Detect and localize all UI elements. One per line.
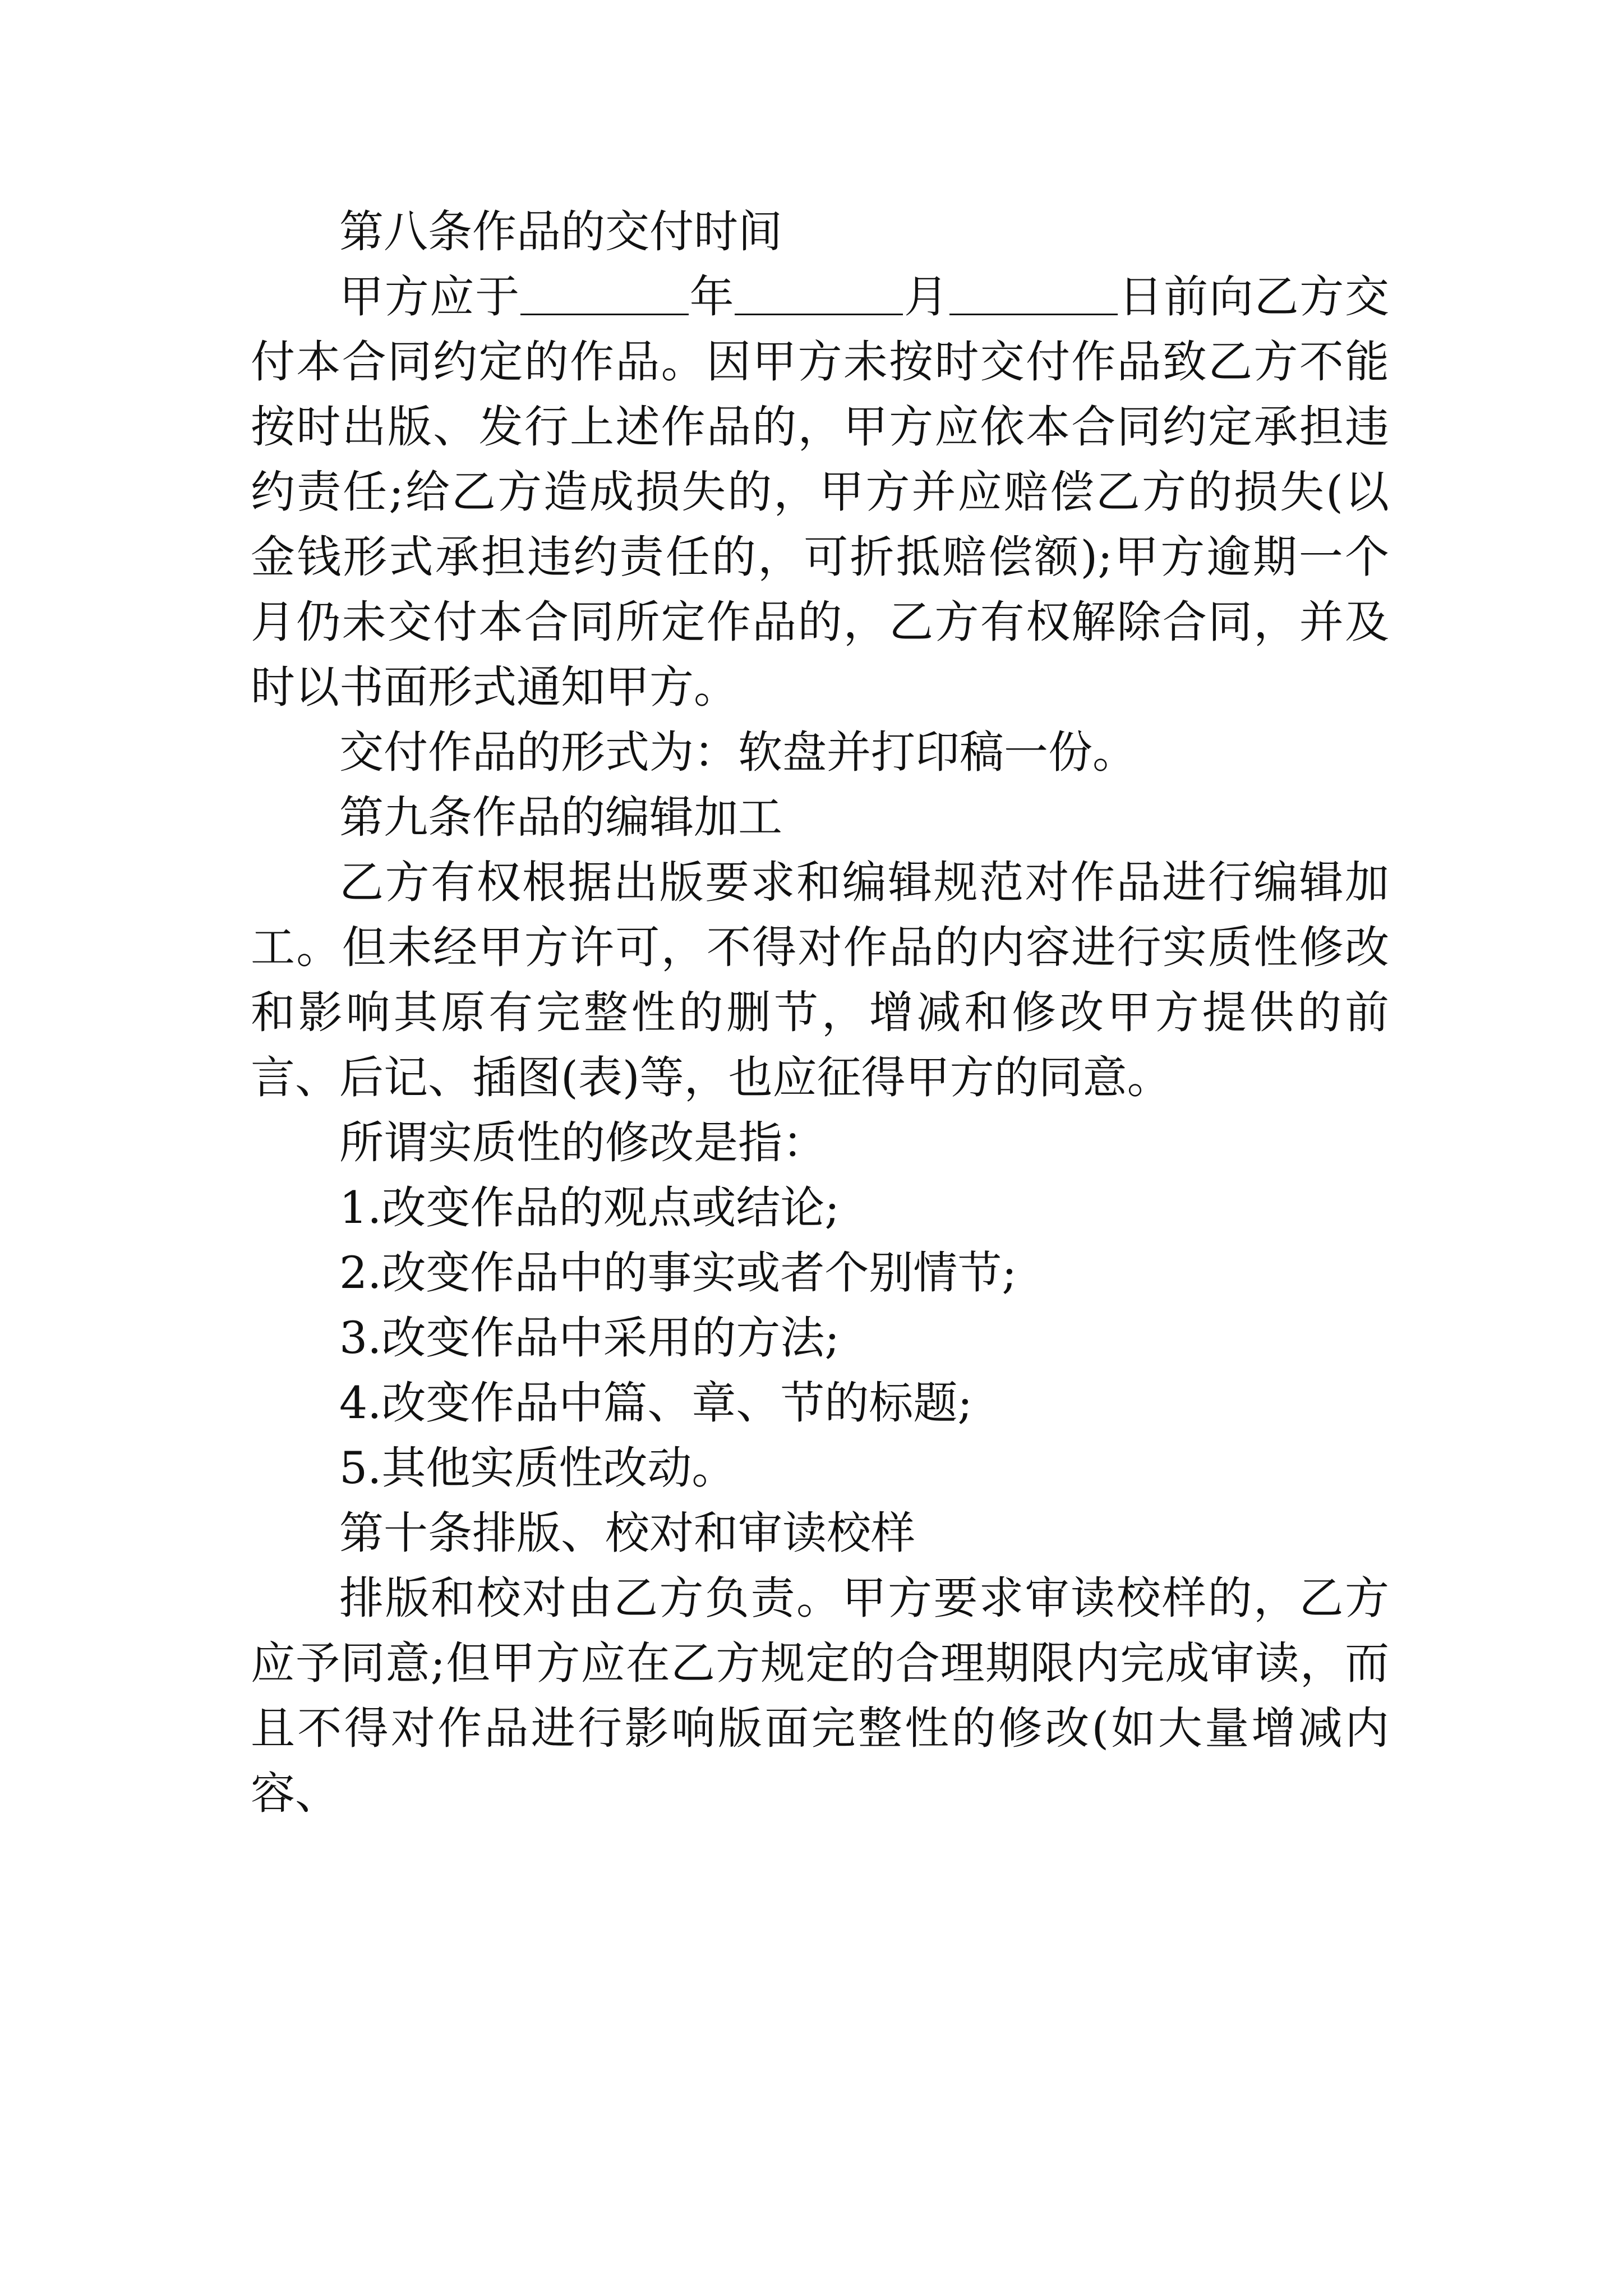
article-9-paragraph-2: 所谓实质性的修改是指：	[339, 1117, 827, 1168]
article-10-heading: 第十条排版、校对和审读校样	[339, 1507, 915, 1559]
month-blank	[735, 274, 903, 315]
article-9-heading: 第九条作品的编辑加工	[339, 792, 782, 843]
day-blank	[949, 274, 1118, 315]
paragraph-text: 年	[688, 271, 735, 323]
article-8-heading: 第八条作品的交付时间	[339, 206, 782, 257]
paragraph-text: 月	[903, 271, 949, 323]
list-item: 4.改变作品中篇、章、节的标题;	[339, 1377, 972, 1429]
article-9-paragraph-1: 乙方有权根据出版要求和编辑规范对作品进行编辑加工。但未经甲方许可，不得对作品的内容进行实质性修改和影响其原有完整性的删节，增减和修改甲方提供的前言、后记、插图(表)等，也应征得甲方的同意。	[251, 857, 1389, 1103]
article-8-paragraph-2: 交付作品的形式为：软盘并打印稿一份。	[339, 726, 1137, 778]
paragraph-text: 日前向乙方交付本合同约定的作品。因甲方未按时交付作品致乙方不能按时出版、发行上述作品的，甲方应依本合同约定承担违约责任;给乙方造成损失的，甲方并应赔偿乙方的损失(以金钱形式承担违约责任的，可折抵赔偿额);甲方逾期一个月仍未交付本合同所定作品的，乙方有权解除合同，并及时以书面形式通知甲方。	[251, 271, 1390, 713]
document-page	[251, 199, 1389, 1826]
list-item: 1.改变作品的观点或结论;	[339, 1182, 840, 1234]
article-10-paragraph-1: 排版和校对由乙方负责。甲方要求审读校样的，乙方应予同意;但甲方应在乙方规定的合理期限内完成审读，而且不得对作品进行影响版面完整性的修改(如大量增减内容、	[251, 1572, 1389, 1819]
article-8-paragraph-1	[251, 264, 1389, 720]
list-item: 3.改变作品中采用的方法;	[339, 1312, 840, 1364]
paragraph-text: 甲方应于	[339, 271, 520, 323]
year-blank	[520, 274, 689, 315]
list-item: 2.改变作品中的事实或者个别情节;	[339, 1247, 1017, 1299]
list-item: 5.其他实质性改动。	[339, 1442, 736, 1494]
